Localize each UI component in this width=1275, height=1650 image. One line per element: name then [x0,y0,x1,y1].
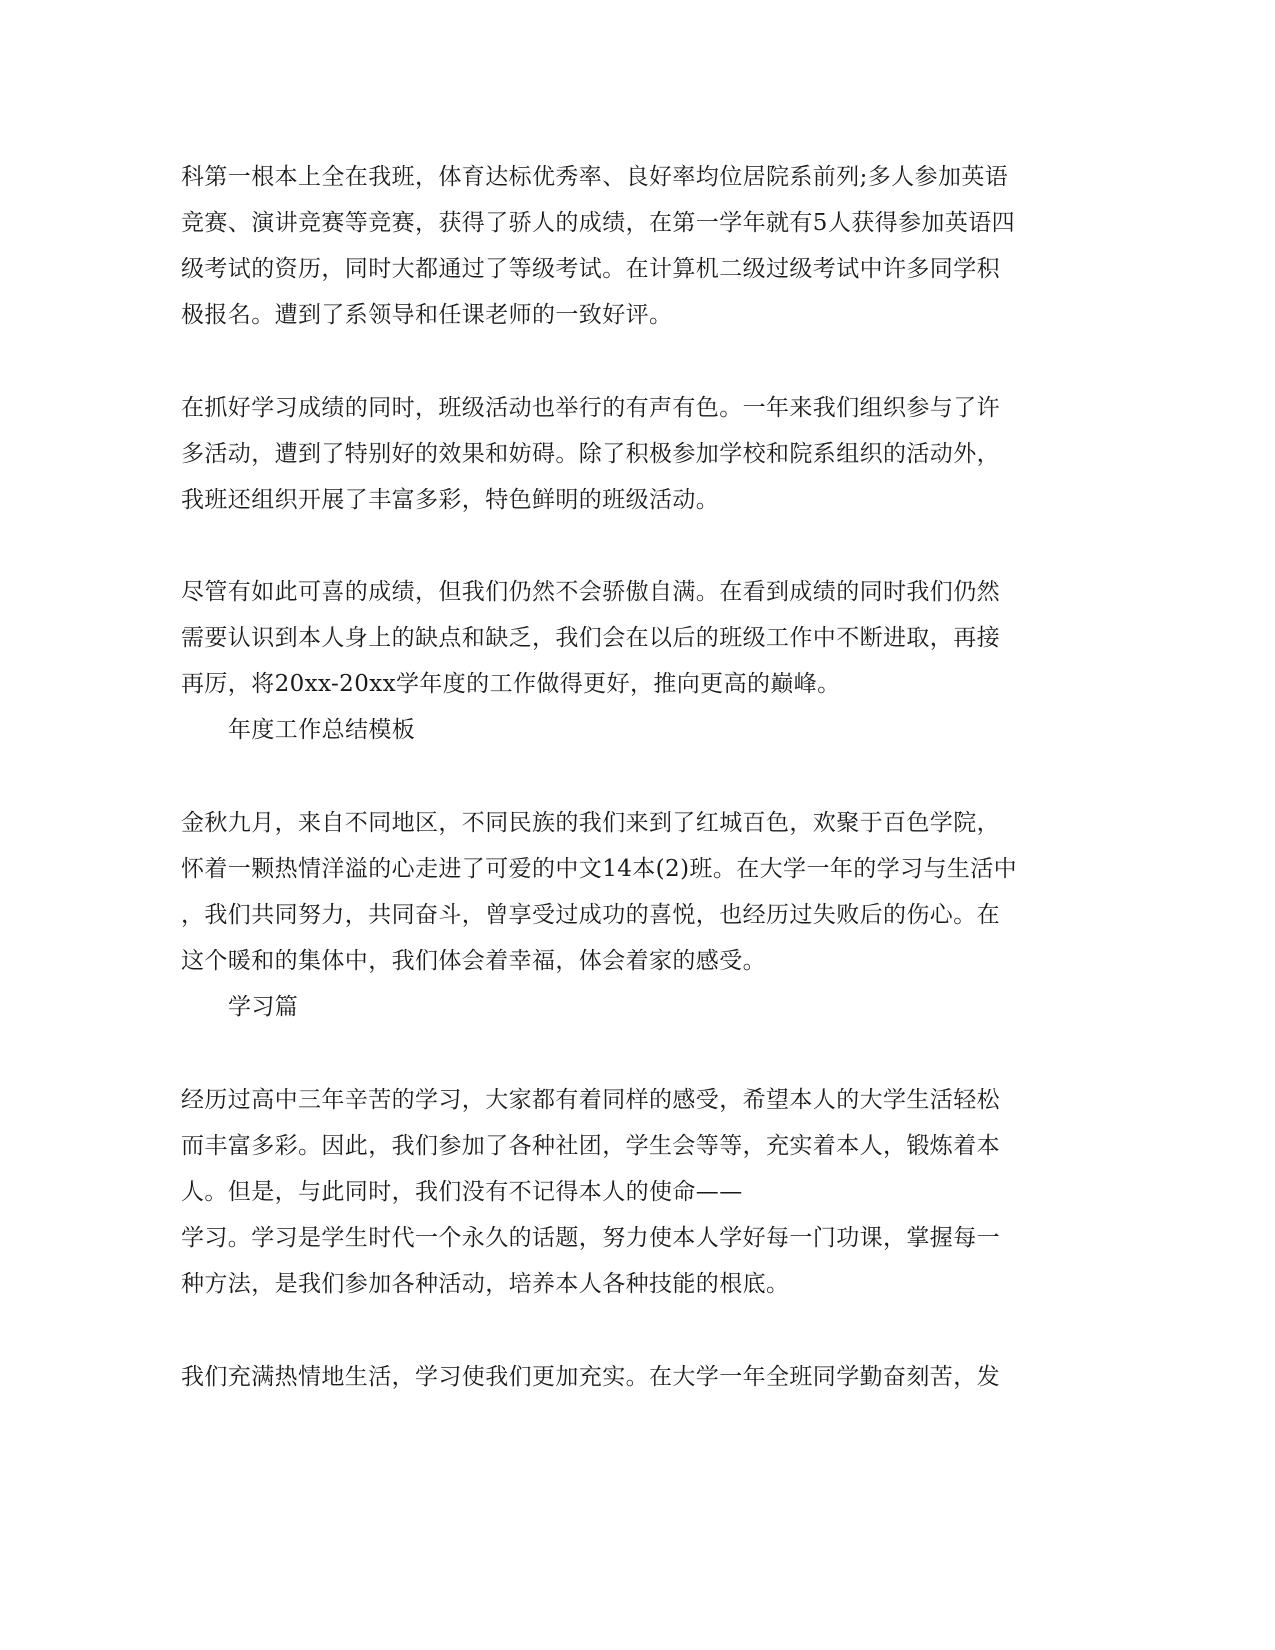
paragraph-4-line-3: ，我们共同努力，共同奋斗，曾享受过成功的喜悦，也经历过失败后的伤心。在 [181,902,1000,928]
paragraph-1-line-4: 极报名。遭到了系领导和任课老师的一致好评。 [181,302,673,328]
paragraph-5-line-1: 经历过高中三年辛苦的学习，大家都有着同样的感受，希望本人的大学生活轻松 [181,1087,1000,1113]
paragraph-5-line-3: 人。但是，与此同时，我们没有不记得本人的使命—— [181,1179,743,1205]
paragraph-2-line-2: 多活动，遭到了特别好的效果和妨碍。除了积极参加学校和院系组织的活动外， [181,441,1000,467]
paragraph-4-line-2: 怀着一颗热情洋溢的心走进了可爱的中文14本(2)班。在大学一年的学习与生活中 [181,856,1018,882]
paragraph-6-line-1: 我们充满热情地生活，学习使我们更加充实。在大学一年全班同学勤奋刻苦，发 [181,1364,1000,1390]
paragraph-4-line-1: 金秋九月，来自不同地区，不同民族的我们来到了红城百色，欢聚于百色学院， [181,810,1000,836]
paragraph-1-line-3: 级考试的资历，同时大都通过了等级考试。在计算机二级过级考试中许多同学积 [181,256,1000,282]
paragraph-3-line-3: 再厉，将20xx-20xx学年度的工作做得更好，推向更高的巅峰。 [181,671,841,697]
paragraph-3-line-2: 需要认识到本人身上的缺点和缺乏，我们会在以后的班级工作中不断进取，再接 [181,625,1000,651]
paragraph-3-line-1: 尽管有如此可喜的成绩，但我们仍然不会骄傲自满。在看到成绩的同时我们仍然 [181,579,1000,605]
paragraph-5-line-4: 学习。学习是学生时代一个永久的话题，努力使本人学好每一门功课，掌握每一 [181,1225,1000,1251]
section-heading-annual-summary: 年度工作总结模板 [228,717,416,743]
paragraph-2-line-3: 我班还组织开展了丰富多彩，特色鲜明的班级活动。 [181,487,720,513]
paragraph-1-line-2: 竞赛、演讲竞赛等竞赛，获得了骄人的成绩，在第一学年就有5人获得参加英语四 [181,210,1016,236]
paragraph-4-line-4: 这个暖和的集体中，我们体会着幸福，体会着家的感受。 [181,948,766,974]
paragraph-1-line-1: 科第一根本上全在我班，体育达标优秀率、良好率均位居院系前列;多人参加英语 [181,164,1009,190]
paragraph-5-line-2: 而丰富多彩。因此，我们参加了各种社团，学生会等等，充实着本人，锻炼着本 [181,1133,1000,1159]
paragraph-2-line-1: 在抓好学习成绩的同时，班级活动也举行的有声有色。一年来我们组织参与了许 [181,395,1000,421]
paragraph-5-line-5: 种方法，是我们参加各种活动，培养本人各种技能的根底。 [181,1271,790,1297]
section-heading-study: 学习篇 [228,994,299,1020]
